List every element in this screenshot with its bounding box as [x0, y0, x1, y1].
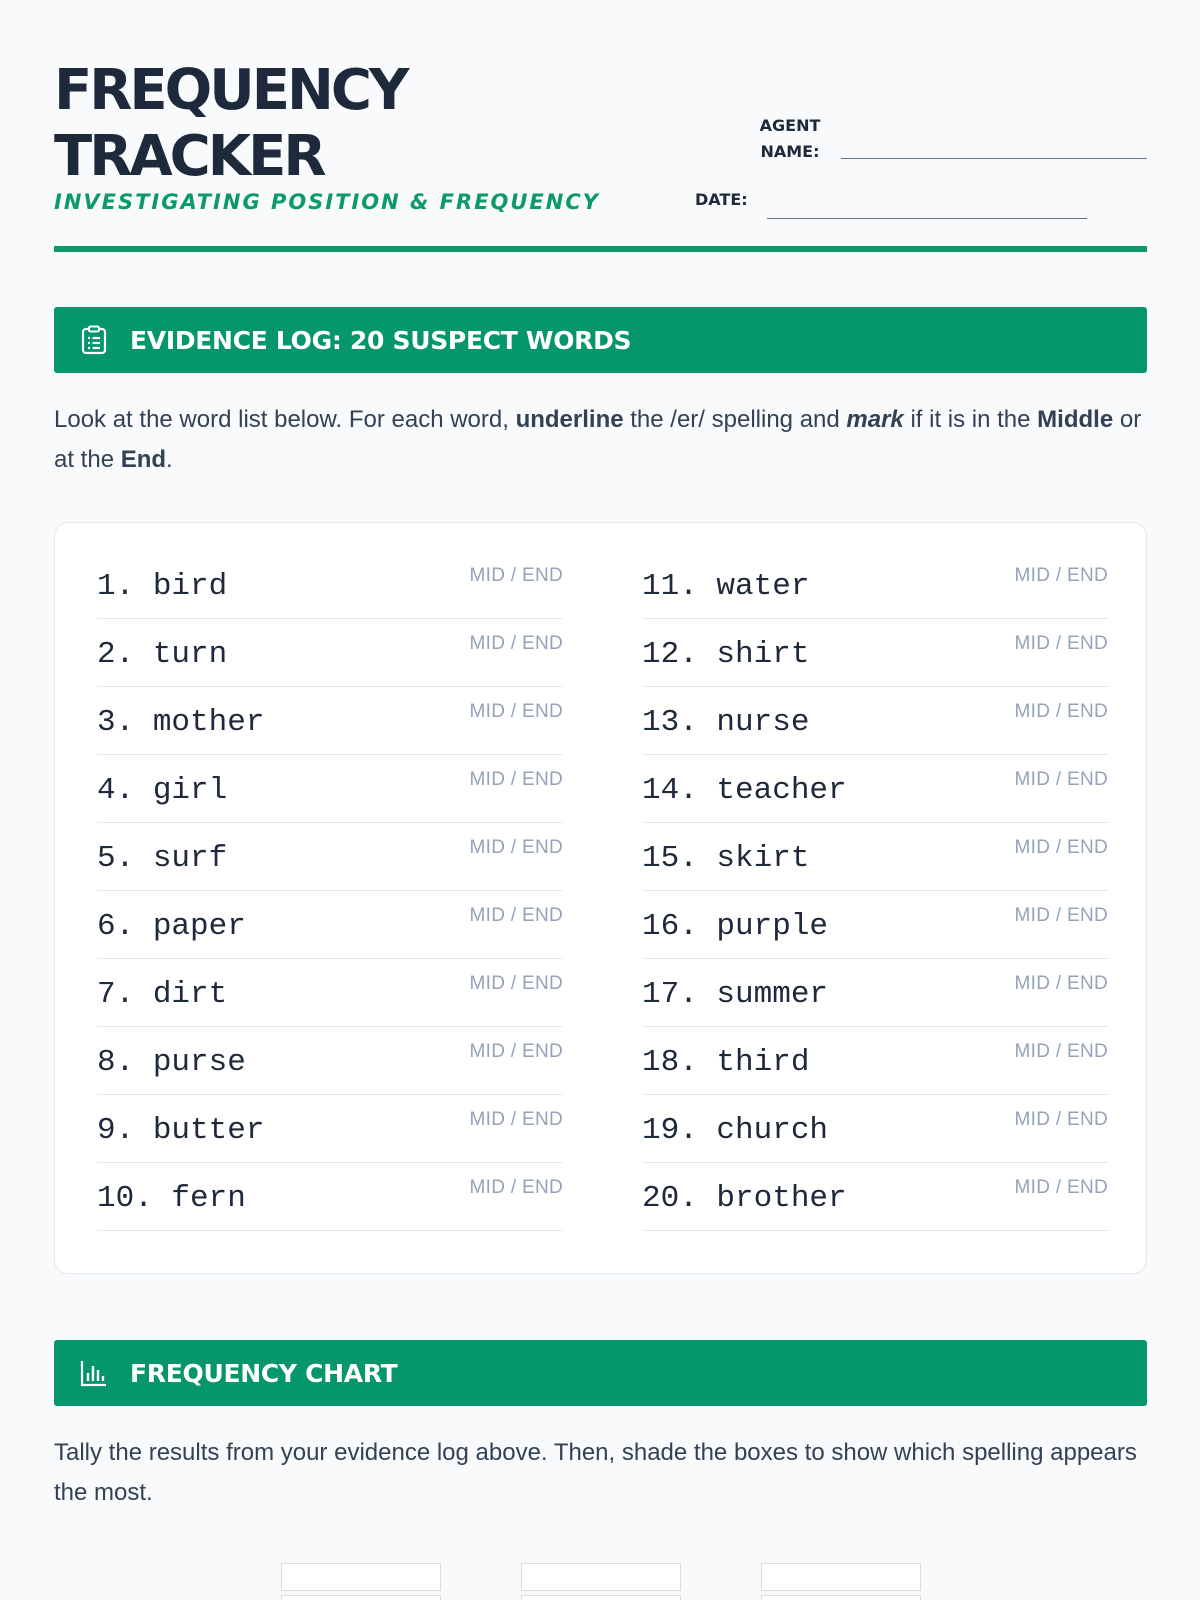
evidence-log-banner — [54, 307, 1147, 373]
mid-end-choice[interactable]: MID / END — [469, 769, 563, 790]
suspect-word[interactable] — [642, 569, 809, 604]
suspect-word[interactable] — [642, 1045, 809, 1080]
word-text[interactable]: dirt — [152, 977, 228, 1012]
title-line-1: FREQUENCY — [54, 58, 407, 123]
suspect-word[interactable] — [97, 637, 227, 672]
word-column-left — [97, 551, 563, 1231]
word-text[interactable]: water — [716, 569, 810, 604]
word-text[interactable]: mother — [152, 705, 265, 740]
word-number: 2. — [97, 637, 135, 672]
word-row — [642, 551, 1108, 619]
agent-name-label — [744, 113, 836, 165]
date-label: DATE: — [695, 190, 748, 209]
suspect-word[interactable] — [642, 977, 828, 1012]
word-column-right — [642, 551, 1108, 1231]
agent-label-line-1: AGENT — [759, 116, 821, 135]
evidence-word-card — [54, 522, 1147, 1274]
suspect-word[interactable] — [97, 773, 227, 808]
word-text[interactable]: girl — [152, 773, 228, 808]
suspect-word[interactable] — [97, 977, 227, 1012]
word-row — [642, 755, 1108, 823]
mid-end-choice[interactable]: MID / END — [469, 837, 563, 858]
mid-end-choice[interactable]: MID / END — [469, 1109, 563, 1130]
tally-box[interactable] — [281, 1563, 441, 1591]
word-row — [97, 551, 563, 619]
word-row — [642, 1095, 1108, 1163]
word-number: 17. — [642, 977, 698, 1012]
mid-end-choice[interactable]: MID / END — [469, 565, 563, 586]
mid-end-choice[interactable]: MID / END — [469, 633, 563, 654]
word-number: 18. — [642, 1045, 698, 1080]
word-row — [97, 1095, 563, 1163]
word-row — [642, 687, 1108, 755]
mid-end-choice[interactable]: MID / END — [469, 973, 563, 994]
mid-end-choice[interactable]: MID / END — [1014, 1041, 1108, 1062]
mid-end-choice[interactable]: MID / END — [1014, 973, 1108, 994]
word-text[interactable]: church — [716, 1113, 829, 1148]
word-text[interactable]: third — [716, 1045, 810, 1080]
word-row — [97, 755, 563, 823]
chart-instructions: Tally the results from your evidence log above. Then, shade the boxes to show which spelling appears the most. — [54, 1439, 1137, 1506]
header-divider — [54, 246, 1147, 252]
mid-end-choice[interactable]: MID / END — [1014, 565, 1108, 586]
word-number: 20. — [642, 1181, 698, 1216]
word-text[interactable]: fern — [171, 1181, 246, 1216]
word-row — [642, 1027, 1108, 1095]
word-row — [642, 619, 1108, 687]
word-number: 8. — [97, 1045, 135, 1080]
word-text[interactable]: teacher — [716, 773, 847, 808]
word-number: 11. — [642, 569, 698, 604]
date-field[interactable] — [767, 218, 1087, 219]
word-row — [97, 1163, 563, 1231]
word-text[interactable]: brother — [716, 1181, 847, 1216]
word-text[interactable]: shirt — [716, 637, 810, 672]
word-number: 15. — [642, 841, 698, 876]
word-text[interactable]: skirt — [716, 841, 810, 876]
word-row — [97, 959, 563, 1027]
word-number: 4. — [97, 773, 135, 808]
mid-end-choice[interactable]: MID / END — [1014, 1177, 1108, 1198]
agent-label-line-2: NAME: — [760, 142, 820, 161]
word-number: 13. — [642, 705, 698, 740]
bar-chart-icon — [80, 1358, 110, 1388]
tally-box[interactable] — [521, 1563, 681, 1591]
page-title — [54, 58, 406, 190]
suspect-word[interactable] — [97, 569, 227, 604]
mid-end-choice[interactable]: MID / END — [469, 701, 563, 722]
title-line-2: TRACKER — [54, 124, 324, 189]
suspect-word[interactable] — [97, 1045, 246, 1080]
suspect-word[interactable] — [642, 909, 828, 944]
tally-box[interactable] — [281, 1595, 441, 1600]
clipboard-icon — [80, 325, 110, 355]
suspect-word[interactable] — [642, 1181, 847, 1216]
word-row — [97, 823, 563, 891]
suspect-word[interactable] — [97, 841, 227, 876]
word-row — [642, 959, 1108, 1027]
word-number: 19. — [642, 1113, 698, 1148]
agent-name-field[interactable] — [841, 158, 1147, 159]
word-row — [642, 1163, 1108, 1231]
word-text[interactable]: turn — [152, 637, 228, 672]
word-number: 3. — [97, 705, 135, 740]
mid-end-choice[interactable]: MID / END — [469, 905, 563, 926]
word-number: 12. — [642, 637, 698, 672]
word-row — [97, 687, 563, 755]
suspect-word[interactable] — [642, 705, 809, 740]
word-number: 1. — [97, 569, 135, 604]
word-number: 7. — [97, 977, 135, 1012]
word-row — [642, 891, 1108, 959]
word-row — [97, 1027, 563, 1095]
word-number: 5. — [97, 841, 135, 876]
word-text[interactable]: bird — [152, 569, 228, 604]
word-number: 10. — [97, 1181, 153, 1216]
tally-box[interactable] — [521, 1595, 681, 1600]
mid-end-choice[interactable]: MID / END — [1014, 1109, 1108, 1130]
word-text[interactable]: butter — [152, 1113, 265, 1148]
tally-box[interactable] — [761, 1563, 921, 1591]
suspect-word[interactable] — [642, 773, 847, 808]
mid-end-choice[interactable]: MID / END — [1014, 633, 1108, 654]
word-number: 16. — [642, 909, 698, 944]
suspect-word[interactable] — [97, 909, 246, 944]
frequency-chart-title: FREQUENCY CHART — [130, 1358, 398, 1388]
word-row — [642, 823, 1108, 891]
word-number: 14. — [642, 773, 698, 808]
word-text[interactable]: purple — [716, 909, 829, 944]
frequency-chart-banner — [54, 1340, 1147, 1406]
suspect-word[interactable] — [642, 1113, 828, 1148]
mid-end-choice[interactable]: MID / END — [1014, 701, 1108, 722]
word-text[interactable]: paper — [152, 909, 246, 944]
word-number: 9. — [97, 1113, 135, 1148]
mid-end-choice[interactable]: MID / END — [1014, 837, 1108, 858]
evidence-log-title: EVIDENCE LOG: 20 SUSPECT WORDS — [130, 325, 632, 355]
mid-end-choice[interactable]: MID / END — [469, 1177, 563, 1198]
tally-box[interactable] — [761, 1595, 921, 1600]
mid-end-choice[interactable]: MID / END — [1014, 769, 1108, 790]
word-row — [97, 891, 563, 959]
word-text[interactable]: nurse — [716, 705, 810, 740]
suspect-word[interactable] — [97, 705, 264, 740]
page-subtitle: INVESTIGATING POSITION & FREQUENCY — [54, 190, 600, 214]
suspect-word[interactable] — [642, 841, 809, 876]
suspect-word[interactable] — [97, 1113, 264, 1148]
suspect-word[interactable] — [642, 637, 809, 672]
word-text[interactable]: surf — [152, 841, 228, 876]
word-text[interactable]: summer — [716, 977, 829, 1012]
word-text[interactable]: purse — [152, 1045, 246, 1080]
mid-end-choice[interactable]: MID / END — [1014, 905, 1108, 926]
word-row — [97, 619, 563, 687]
suspect-word[interactable] — [97, 1181, 246, 1216]
word-number: 6. — [97, 909, 135, 944]
mid-end-choice[interactable]: MID / END — [469, 1041, 563, 1062]
evidence-instructions: Look at the word list below. For each word, underline the /er/ spelling and mark if it is in the Middle or at the End. — [54, 406, 1142, 473]
